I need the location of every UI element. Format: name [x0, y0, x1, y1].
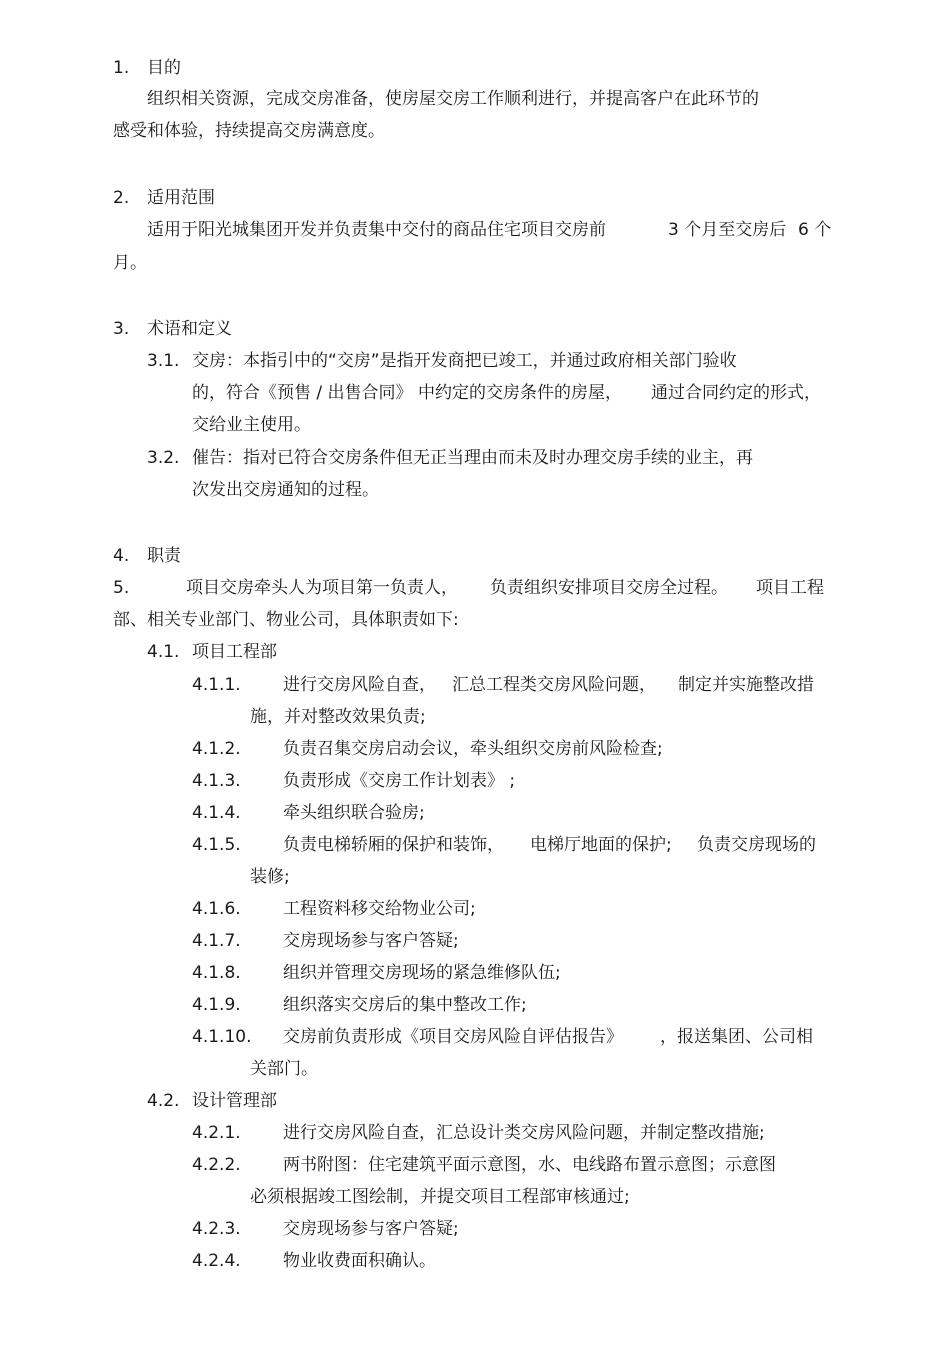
item-text: 关部门。	[250, 1059, 318, 1079]
item-text: 负责召集交房启动会议，牵头组织交房前风险检查;	[283, 739, 663, 759]
paragraph-line: 感受和体验，持续提高交房满意度。	[113, 121, 385, 141]
section-heading: 目的	[147, 58, 181, 78]
paragraph-line-part: 6 个	[798, 220, 832, 240]
item-number: 4.1.6.	[192, 899, 241, 919]
item-text: 催告：指对已符合交房条件但无正当理由而未及时办理交房手续的业主，再	[192, 448, 753, 468]
section-number: 2.	[113, 188, 130, 208]
item-text: 交房前负责形成《项目交房风险自评估报告》	[283, 1027, 623, 1047]
item-number: 4.1.9.	[192, 995, 241, 1015]
item-text-part: 通过合同约定的形式，	[651, 383, 821, 403]
item-number: 4.2.4.	[192, 1251, 241, 1271]
item-number: 4.1.8.	[192, 963, 241, 983]
item-number: 4.2.1.	[192, 1123, 241, 1143]
paragraph-line: 适用于阳光城集团开发并负责集中交付的商品住宅项目交房前	[147, 220, 606, 240]
item-number: 3.1.	[147, 351, 180, 371]
paragraph-line-part: 负责组织安排项目交房全过程。	[490, 578, 728, 598]
item-text: 两书附图：住宅建筑平面示意图，水、电线路布置示意图；示意图	[283, 1155, 776, 1175]
section-heading: 适用范围	[147, 188, 215, 208]
item-text: 装修;	[250, 867, 290, 887]
item-number: 4.1.7.	[192, 931, 241, 951]
item-number: 4.2.3.	[192, 1219, 241, 1239]
subsection-number: 4.1.	[147, 642, 180, 662]
subsection-heading: 设计管理部	[192, 1091, 277, 1111]
item-number: 4.1.4.	[192, 803, 241, 823]
item-text-part: 电梯厅地面的保护;	[530, 835, 672, 855]
item-text: 交给业主使用。	[192, 415, 311, 435]
paragraph-line: 月。	[113, 253, 147, 273]
item-number: 4.1.10.	[192, 1027, 252, 1047]
item-text-part: 负责交房现场的	[697, 835, 816, 855]
item-number: 4.1.2.	[192, 739, 241, 759]
section-number: 3.	[113, 319, 130, 339]
item-text: 负责形成《交房工作计划表》 ;	[283, 771, 516, 791]
item-text: 组织并管理交房现场的紧急维修队伍;	[283, 963, 561, 983]
item-text: 施，并对整改效果负责;	[250, 707, 426, 727]
paragraph-line: 组织相关资源，完成交房准备，使房屋交房工作顺利进行，并提高客户在此环节的	[147, 89, 759, 109]
item-text: 牵头组织联合验房;	[283, 803, 425, 823]
item-text: 次发出交房通知的过程。	[192, 480, 379, 500]
paragraph-line: 项目交房牵头人为项目第一负责人，	[186, 578, 458, 598]
section-number: 4.	[113, 546, 130, 566]
item-number: 3.2.	[147, 448, 180, 468]
item-text: 的，符合《预售 / 出售合同》 中约定的交房条件的房屋，	[192, 383, 622, 403]
section-heading: 职责	[147, 546, 181, 566]
subsection-number: 4.2.	[147, 1091, 180, 1111]
subsection-heading: 项目工程部	[192, 642, 277, 662]
item-text: 进行交房风险自查，	[283, 675, 436, 695]
item-text: 交房现场参与客户答疑;	[283, 1219, 459, 1239]
item-text: 交房：本指引中的“交房”是指开发商把已竣工，并通过政府相关部门验收	[192, 351, 737, 371]
item-text: 必须根据竣工图绘制，并提交项目工程部审核通过;	[250, 1187, 630, 1207]
item-text: 负责电梯轿厢的保护和装饰，	[283, 835, 504, 855]
item-text: 工程资料移交给物业公司;	[283, 899, 476, 919]
item-text-part: 制定并实施整改措	[678, 675, 814, 695]
item-number: 4.1.5.	[192, 835, 241, 855]
paragraph-line: 部、相关专业部门、物业公司，具体职责如下:	[113, 610, 459, 630]
item-text-part: 汇总工程类交房风险问题，	[452, 675, 656, 695]
item-text: 物业收费面积确认。	[283, 1251, 436, 1271]
section-number: 1.	[113, 58, 130, 78]
item-number: 4.1.1.	[192, 675, 241, 695]
item-number: 4.2.2.	[192, 1155, 241, 1175]
item-text: 组织落实交房后的集中整改工作;	[283, 995, 527, 1015]
paragraph-line-part: 项目工程	[756, 578, 824, 598]
paragraph-line-part: 3 个月至交房后	[668, 220, 787, 240]
section-number: 5.	[113, 578, 130, 598]
section-heading: 术语和定义	[147, 319, 232, 339]
item-number: 4.1.3.	[192, 771, 241, 791]
item-text-part: ，报送集团、公司相	[660, 1027, 813, 1047]
item-text: 交房现场参与客户答疑;	[283, 931, 459, 951]
item-text: 进行交房风险自查，汇总设计类交房风险问题，并制定整改措施;	[283, 1123, 765, 1143]
